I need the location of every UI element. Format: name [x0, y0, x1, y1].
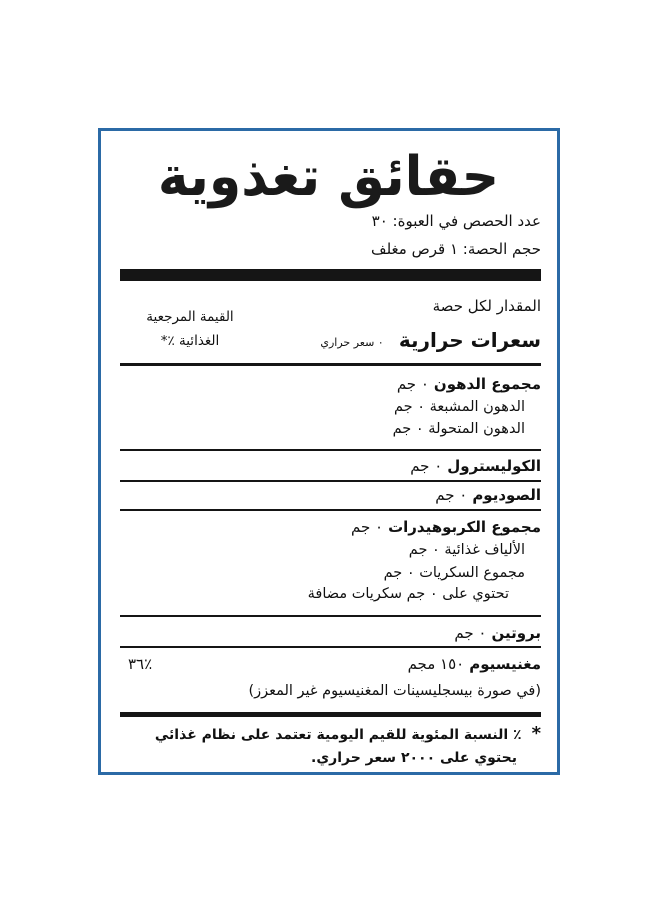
magnesium-label: مغنيسيوم	[469, 655, 541, 673]
divider-after-calories	[120, 363, 541, 366]
divider-after-fats	[120, 449, 541, 451]
daily-value-header-line1: القيمة المرجعية	[146, 309, 234, 325]
servings-per-container: عدد الحصص في العبوة: ٣٠	[371, 212, 541, 230]
footnote-text-1: ٪ النسبة المئوية للقيم اليومية تعتمد على نظام غذائي	[154, 727, 522, 743]
cholesterol-row	[410, 456, 541, 476]
sodium-value: ٠ جم	[435, 486, 468, 504]
dietary-fiber-row: الألياف غذائية ٠ جم	[408, 542, 525, 558]
footnote-line1	[155, 723, 541, 746]
label-content	[120, 131, 541, 772]
divider-after-cholesterol	[120, 480, 541, 482]
footnote-line2: يحتوي على ٢٠٠٠ سعر حراري.	[311, 750, 517, 766]
daily-value-header-line2: الغذائية ٪*	[160, 333, 220, 349]
divider-after-sodium	[120, 509, 541, 511]
thick-divider-bar	[120, 269, 541, 281]
added-sugars-row: تحتوي على ٠ جم سكريات مضافة	[307, 586, 509, 602]
divider-before-footnote	[120, 712, 541, 717]
total-fat-label: مجموع الدهون	[433, 375, 541, 393]
total-carbs-value: ٠ جم	[350, 518, 384, 536]
cholesterol-label: الكوليسترول	[447, 457, 541, 475]
amount-per-serving: المقدار لكل حصة	[432, 297, 541, 315]
magnesium-value: ١٥٠ مجم	[407, 655, 465, 673]
calories-value: ٠ سعر حراري	[320, 336, 384, 349]
magnesium-note: (في صورة بيسجليسينات المغنيسيوم غير المعزز)	[248, 683, 541, 699]
protein-row	[454, 623, 541, 643]
magnesium-daily-value: ٪٣٦	[128, 655, 153, 673]
total-carbs-label: مجموع الكربوهيدرات	[388, 518, 541, 536]
magnesium-row	[408, 654, 541, 674]
divider-after-protein	[120, 646, 541, 648]
total-carbs-row	[351, 517, 541, 537]
saturated-fat-row: الدهون المشبعة ٠ جم	[393, 399, 525, 415]
cholesterol-value: ٠ جم	[410, 457, 443, 475]
calories-label: سعرات حرارية	[398, 328, 541, 352]
protein-label: بروتين	[491, 624, 541, 642]
sodium-label: الصوديوم	[472, 486, 541, 504]
trans-fat-row: الدهون المتحولة ٠ جم	[392, 421, 525, 437]
nutrition-facts-label	[98, 128, 560, 775]
total-fat-row	[397, 374, 541, 394]
sodium-row	[435, 485, 541, 505]
serving-size: حجم الحصة: ١ قرص مغلف	[371, 240, 541, 258]
total-fat-value: ٠ جم	[396, 375, 429, 393]
total-sugars-row: مجموع السكريات ٠ جم	[383, 565, 525, 581]
divider-after-carbs	[120, 615, 541, 617]
footnote-asterisk: *	[531, 723, 541, 744]
calories-row	[320, 327, 541, 353]
protein-value: ٠ جم	[454, 624, 487, 642]
label-title: حقائق تغذوية	[157, 145, 500, 209]
